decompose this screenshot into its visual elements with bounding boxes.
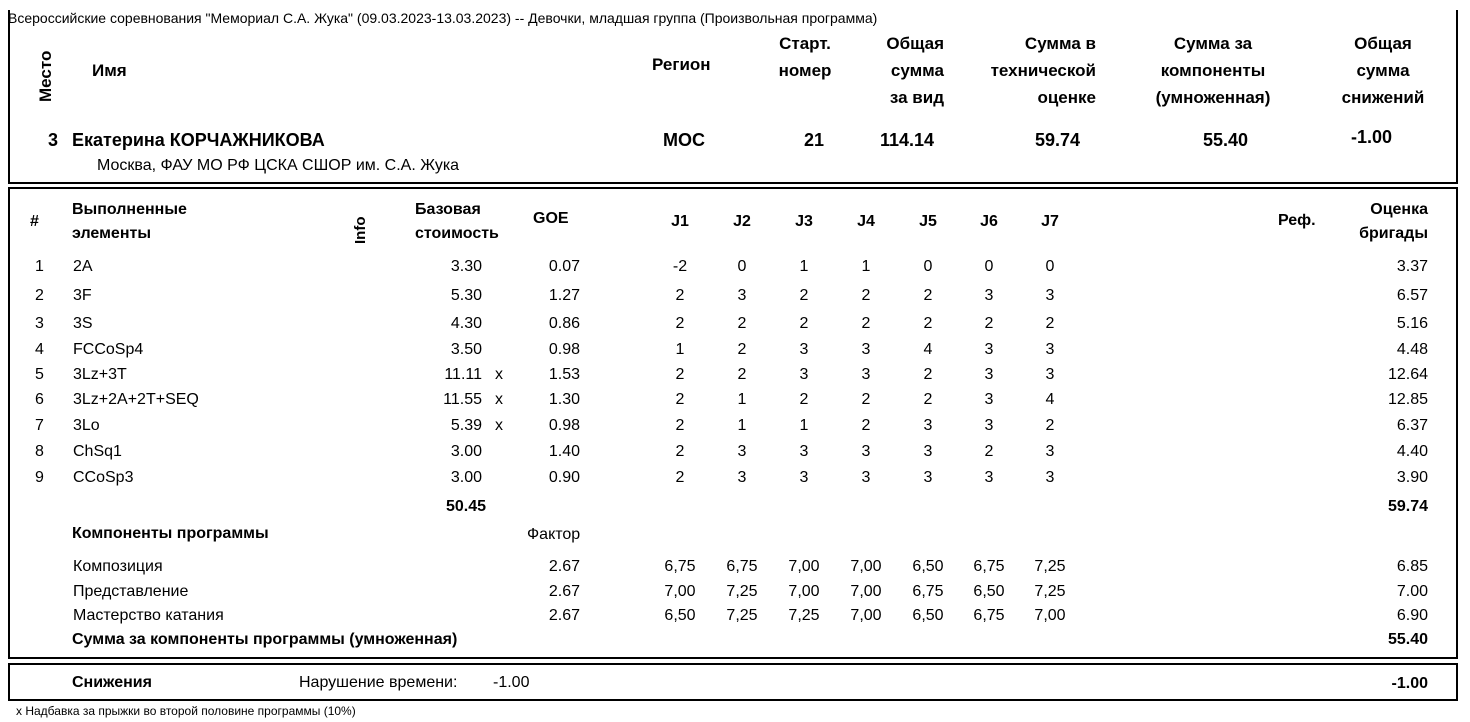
table-row — [0, 466, 1470, 490]
panel-score: 4.48 — [1396, 341, 1428, 358]
judge-score: 3 — [1045, 287, 1055, 304]
skater-region: MOC — [663, 130, 705, 150]
judge-score: 2 — [737, 315, 747, 332]
judge-score: 3 — [799, 443, 809, 460]
component-judge-score: 6,50 — [912, 607, 944, 624]
goe-value: 0.98 — [548, 417, 580, 434]
judge-score: 2 — [861, 417, 871, 434]
judge-score: 2 — [861, 315, 871, 332]
component-judge-score: 6,75 — [912, 583, 944, 600]
goe-value: 0.07 — [548, 258, 580, 275]
region-header: Регион — [652, 55, 711, 74]
judge-score: 3 — [737, 469, 747, 486]
skater-tes: 59.74 — [1034, 130, 1080, 150]
table-row — [0, 338, 1470, 362]
judge-score: 2 — [675, 366, 685, 383]
pcs-header: Сумма за компоненты (умноженная) — [1155, 34, 1271, 107]
judge-score: 1 — [737, 417, 747, 434]
judge-score: 2 — [923, 391, 933, 408]
goe-value: 1.27 — [548, 287, 580, 304]
judge-score: 3 — [861, 469, 871, 486]
judge-score: 2 — [799, 315, 809, 332]
info-flag: x — [495, 366, 503, 383]
components-title: Компоненты программы — [72, 525, 269, 542]
col-elements-header: Выполненные элементы — [72, 201, 187, 242]
table-row — [0, 440, 1470, 464]
judge-score: 3 — [799, 366, 809, 383]
base-total: 50.45 — [445, 498, 486, 515]
base-value: 3.30 — [450, 258, 482, 275]
goe-value: 0.86 — [548, 315, 580, 332]
event-title: Всероссийские соревнования "Мемориал С.А. Жука" (09.03.2023-13.03.2023) -- Девочки, младшая группа (Произвольная программа) — [8, 10, 878, 26]
judge-score: 3 — [1045, 469, 1055, 486]
component-judge-score: 6,75 — [664, 558, 696, 575]
base-value: 4.30 — [450, 315, 482, 332]
component-judge-score: 6,75 — [973, 607, 1005, 624]
component-row — [0, 604, 1470, 628]
judge-header: J5 — [919, 213, 937, 230]
component-score: 7.00 — [1396, 583, 1428, 600]
element-code: 2A — [73, 258, 93, 275]
row-num: 9 — [35, 469, 44, 486]
element-code: 3Lz+3T — [73, 366, 127, 383]
judge-score: 2 — [675, 287, 685, 304]
goe-value: 0.98 — [548, 341, 580, 358]
component-judge-score: 6,75 — [726, 558, 758, 575]
base-value: 5.30 — [450, 287, 482, 304]
base-value: 3.50 — [450, 341, 482, 358]
component-judge-score: 7,25 — [726, 583, 758, 600]
footnote: x Надбавка за прыжки во второй половине программы (10%) — [16, 704, 356, 718]
info-flag: x — [495, 417, 503, 434]
judge-score: 3 — [861, 341, 871, 358]
skater-total: 114.14 — [879, 130, 934, 150]
base-value: 3.00 — [450, 443, 482, 460]
judge-score: 3 — [1045, 443, 1055, 460]
judge-score: 2 — [799, 391, 809, 408]
component-judge-score: 6,75 — [973, 558, 1005, 575]
row-num: 7 — [35, 417, 44, 434]
judge-score: 2 — [675, 391, 685, 408]
judge-score: 3 — [984, 469, 994, 486]
table-row — [0, 284, 1470, 308]
judge-score: 2 — [861, 391, 871, 408]
judge-score: 3 — [861, 443, 871, 460]
component-factor: 2.67 — [548, 558, 580, 575]
judge-score: 3 — [984, 391, 994, 408]
component-judge-score: 7,00 — [788, 558, 820, 575]
judge-score: 3 — [737, 443, 747, 460]
goe-value: 1.53 — [548, 366, 580, 383]
judge-score: 2 — [737, 366, 747, 383]
judge-score: 0 — [737, 258, 747, 275]
component-row — [0, 555, 1470, 579]
components-total: 55.40 — [1387, 631, 1428, 648]
judge-score: 3 — [861, 366, 871, 383]
skater-name: Екатерина КОРЧАЖНИКОВА — [72, 130, 325, 150]
judge-header: J2 — [733, 213, 751, 230]
element-code: CCoSp3 — [73, 469, 134, 486]
judge-score: 2 — [675, 315, 685, 332]
element-code: 3S — [73, 315, 93, 332]
judge-score: 2 — [737, 341, 747, 358]
base-value: 3.00 — [450, 469, 482, 486]
skater-pcs: 55.40 — [1202, 130, 1248, 150]
col-panel-header: Оценка бригады — [1359, 201, 1428, 242]
base-value: 5.39 — [450, 417, 482, 434]
components-total-label: Сумма за компоненты программы (умноженная) — [72, 631, 458, 648]
component-judge-score: 7,25 — [1034, 583, 1066, 600]
judge-score: 3 — [737, 287, 747, 304]
goe-value: 1.40 — [548, 443, 580, 460]
base-value: 11.55 — [443, 391, 482, 408]
time-violation-value: -1.00 — [493, 674, 530, 691]
component-judge-score: 7,25 — [726, 607, 758, 624]
skater-start-no: 21 — [803, 130, 824, 150]
judge-score: 1 — [675, 341, 685, 358]
judge-score: 1 — [799, 258, 809, 275]
row-num: 4 — [35, 341, 44, 358]
judge-score: 3 — [984, 287, 994, 304]
component-judge-score: 7,00 — [850, 558, 882, 575]
deductions-total: -1.00 — [1391, 675, 1428, 692]
element-code: ChSq1 — [73, 443, 122, 460]
judge-header: J4 — [857, 213, 875, 230]
judge-score: 1 — [799, 417, 809, 434]
col-num-header: # — [30, 213, 39, 230]
component-name: Мастерство катания — [73, 607, 224, 624]
start-no-header: Старт. номер — [778, 34, 832, 80]
judge-score: 0 — [1045, 258, 1055, 275]
factor-label: Фактор — [527, 526, 581, 543]
component-judge-score: 6,50 — [973, 583, 1005, 600]
element-code: 3Lz+2A+2T+SEQ — [73, 391, 199, 408]
time-violation-label: Нарушение времени: — [299, 674, 458, 691]
col-ref-header: Реф. — [1278, 212, 1316, 229]
judge-score: 3 — [923, 469, 933, 486]
component-score: 6.85 — [1396, 558, 1428, 575]
judge-header: J3 — [795, 213, 813, 230]
col-info-header: Info — [352, 216, 369, 244]
component-judge-score: 7,00 — [850, 607, 882, 624]
judge-score: 2 — [984, 315, 994, 332]
judge-header: J7 — [1041, 213, 1059, 230]
judge-score: 3 — [923, 443, 933, 460]
component-factor: 2.67 — [548, 607, 580, 624]
total-header: Общая сумма за вид — [886, 34, 944, 107]
tes-header: Сумма в технической оценке — [990, 34, 1096, 107]
goe-value: 0.90 — [548, 469, 580, 486]
judge-score: 2 — [675, 469, 685, 486]
table-row — [0, 388, 1470, 412]
component-judge-score: 6,50 — [664, 607, 696, 624]
judge-header: J6 — [980, 213, 998, 230]
component-judge-score: 7,00 — [850, 583, 882, 600]
row-num: 6 — [35, 391, 44, 408]
col-goe-header: GOE — [533, 210, 569, 227]
judge-score: 3 — [1045, 366, 1055, 383]
judge-score: 2 — [675, 443, 685, 460]
panel-score: 12.64 — [1387, 366, 1428, 383]
element-code: 3Lo — [73, 417, 100, 434]
place-header: Место — [36, 50, 55, 102]
component-score: 6.90 — [1396, 607, 1428, 624]
judge-score: 3 — [984, 341, 994, 358]
judge-score: 1 — [861, 258, 871, 275]
component-judge-score: 7,25 — [788, 607, 820, 624]
skater-place: 3 — [48, 130, 59, 150]
component-judge-score: 7,00 — [788, 583, 820, 600]
row-num: 8 — [35, 443, 44, 460]
element-code: 3F — [73, 287, 92, 304]
judge-score: 2 — [923, 315, 933, 332]
judge-score: 3 — [984, 366, 994, 383]
judge-score: 2 — [1045, 315, 1055, 332]
judge-score: 2 — [799, 287, 809, 304]
skater-club: Москва, ФАУ МО РФ ЦСКА СШОР им. С.А. Жука — [97, 157, 460, 174]
judge-score: 1 — [737, 391, 747, 408]
judge-score: 3 — [1045, 341, 1055, 358]
component-name: Композиция — [73, 558, 163, 575]
row-num: 3 — [35, 315, 44, 332]
panel-score: 4.40 — [1396, 443, 1428, 460]
element-code: FCCoSp4 — [73, 341, 144, 358]
component-judge-score: 6,50 — [912, 558, 944, 575]
component-row — [0, 580, 1470, 604]
info-flag: x — [495, 391, 503, 408]
judge-score: 3 — [923, 417, 933, 434]
judge-score: 2 — [923, 366, 933, 383]
table-row — [0, 363, 1470, 387]
base-value: 11.11 — [444, 366, 482, 383]
judge-score: 2 — [675, 417, 685, 434]
judge-score: 3 — [984, 417, 994, 434]
component-judge-score: 7,00 — [664, 583, 696, 600]
component-judge-score: 7,25 — [1034, 558, 1066, 575]
col-base-header: Базовая стоимость — [415, 201, 499, 242]
judge-score: 3 — [799, 469, 809, 486]
judge-score: 3 — [799, 341, 809, 358]
deductions-header: Общая сумма снижений — [1341, 34, 1425, 107]
table-row — [0, 312, 1470, 336]
name-header: Имя — [92, 61, 127, 80]
panel-score: 6.57 — [1396, 287, 1428, 304]
row-num: 2 — [35, 287, 44, 304]
deductions-box — [8, 663, 1458, 701]
panel-score: 3.37 — [1396, 258, 1428, 275]
judge-header: J1 — [671, 213, 689, 230]
row-num: 5 — [35, 366, 44, 383]
judge-score: 4 — [923, 341, 933, 358]
component-name: Представление — [73, 583, 189, 600]
table-row — [0, 255, 1470, 279]
judge-score: 2 — [1045, 417, 1055, 434]
component-factor: 2.67 — [548, 583, 580, 600]
deductions-label: Снижения — [72, 674, 152, 691]
panel-score: 3.90 — [1396, 469, 1428, 486]
judge-score: 2 — [984, 443, 994, 460]
judge-score: 0 — [923, 258, 933, 275]
elements-score-total: 59.74 — [1387, 498, 1428, 515]
judge-score: 2 — [923, 287, 933, 304]
row-num: 1 — [35, 258, 44, 275]
panel-score: 6.37 — [1396, 417, 1428, 434]
judge-score: 0 — [984, 258, 994, 275]
goe-value: 1.30 — [548, 391, 580, 408]
table-row — [0, 414, 1470, 438]
panel-score: 12.85 — [1387, 391, 1428, 408]
judge-score: -2 — [672, 258, 688, 275]
component-judge-score: 7,00 — [1034, 607, 1066, 624]
judge-score: 4 — [1045, 391, 1055, 408]
judge-score: 2 — [861, 287, 871, 304]
panel-score: 5.16 — [1396, 315, 1428, 332]
skater-deductions: -1.00 — [1350, 127, 1392, 147]
